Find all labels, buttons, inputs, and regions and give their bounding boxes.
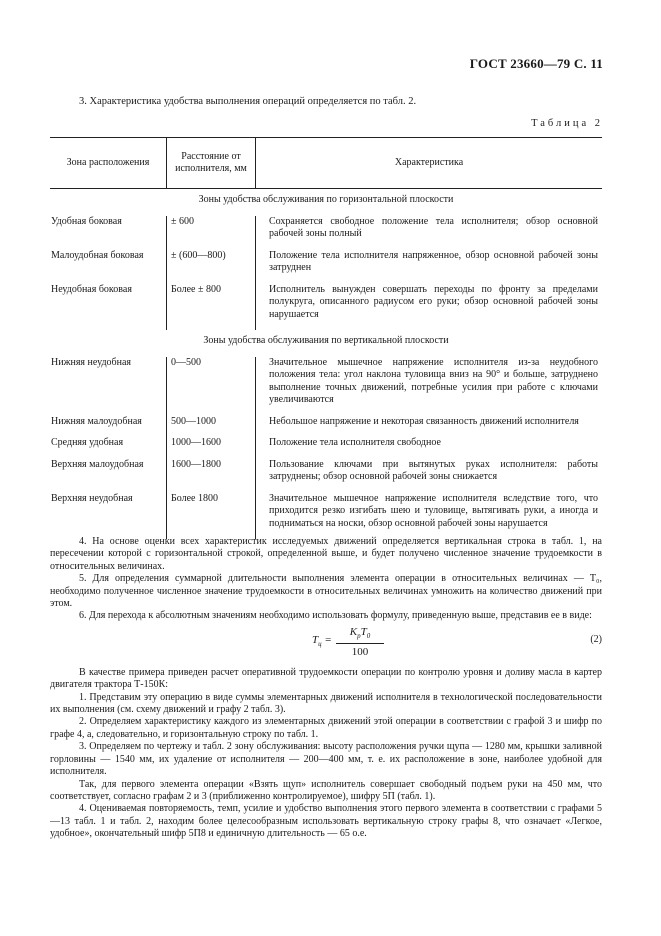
desc-cell: Положение тела исполнителя напряженное, обзор основной рабочей зоны затруднен [269,249,598,273]
example-paragraph: В качестве примера приведен расчет оперативной трудоемкости операции по контролю уровня и доливу масла в картер двигателя трактора Т-150К: [50,666,602,691]
formula-number: (2) [590,633,602,645]
step-4: 4. Оцениваемая повторяемость, темп, усилие и удобство выполнения этого первого элемента в соответствии с графами 5—13 табл. 1 и табл. 2, находим более целесообразным использовать вертикальную строку графы 8, что означает «Легкое, удобное», окончательный шифр 5П8 и единичную длительность — 65 о.е. [50,803,602,840]
table-row [50,216,602,250]
desc-cell: Значительное мышечное напряжение исполнителя из-за неудобного положения тела: угол наклона туловища вниз на 90° и больше, затруднено выполнение точных движений, потребные усилия при работе с ключами увеличиваются [269,356,598,405]
example-first-element: Так, для первого элемента операции «Взять щуп» исполнитель совершает свободный подъем руки на 450 мм, что соответствует, согласно графам 2 и 3 (приближенно контролируемое), шифру 5П (табл. 1). [50,778,602,802]
desc-cell: Небольшое напряжение и некоторая связанность движений исполнителя [269,415,579,427]
table-row [50,459,602,493]
distance-cell: Более 1800 [167,493,256,540]
paragraph-4: 4. На основе оценки всех характеристик исследуемых движений определяется вертикальная строка в табл. 1, на пересечении которой с горизонтальной строкой, определенной выше, и будет получено численное значение трудоемкости в относительных величинах. [50,536,602,572]
desc-cell: Пользование ключами при вытянутых руках исполнителя: работы затруднены; обзор основной рабочей зоны снижается [269,458,598,482]
formula-fraction [336,626,384,659]
header-characteristic: Характеристика [256,138,603,189]
distance-cell: 500—1000 [167,416,256,438]
zone-cell: Верхняя неудобная [51,492,133,504]
step-2: 2. Определяем характеристику каждого из элементарных движений этой операции в соответствии с графой 3 и шифр по графе 4, а, следовательно, и горизонтальную строку по табл. 1. [50,716,602,740]
table-row [50,416,602,438]
body-text [50,536,602,841]
section-title: Зоны удобства обслуживания по вертикальной плоскости [203,335,449,346]
distance-cell: ± 600 [167,216,256,250]
desc-cell: Положение тела исполнителя свободное [269,437,441,448]
distance-cell: 0—500 [167,357,256,416]
page-header: ГОСТ 23660—79 С. 11 [469,56,603,71]
formula-numerator: $К_рТ_0$ [336,626,384,645]
zone-cell: Неудобная боковая [51,283,132,295]
table-caption: Таблица 2 [531,118,603,129]
formula-lhs: $Т_ц$ = [312,633,332,649]
distance-cell: 1000—1600 [167,437,256,459]
section-horizontal [50,189,602,216]
step-1: 1. Представим эту операцию в виде суммы элементарных движений исполнителя в технологической последовательности их выполнения (см. схему движений и графу 2 табл. 3). [50,691,602,716]
distance-cell: 1600—1800 [167,459,256,493]
desc-cell: Сохраняется свободное положение тела исполнителя; обзор основной рабочей зоны полный [269,215,598,239]
section-vertical [50,330,602,357]
zone-cell: Верхняя малоудобная [51,458,144,470]
paragraph-6: 6. Для перехода к абсолютным значениям необходимо использовать формулу, приведенную выше, представив ее в виде: [79,610,592,622]
section-title: Зоны удобства обслуживания по горизонтальной плоскости [198,194,454,205]
zone-cell: Нижняя малоудобная [51,415,142,427]
table-2 [50,137,602,539]
zone-cell: Нижняя неудобная [51,356,132,368]
zone-cell: Средняя удобная [51,437,124,448]
desc-cell: Исполнитель вынужден совершать переходы по фронту за пределами полукруга, описанного радиусом его руки; обзор основной рабочей зоны нарушается [269,283,598,320]
header-distance: Расстояние от исполнителя, мм [167,138,256,189]
distance-cell: ± (600—800) [167,250,256,284]
intro-paragraph: 3. Характеристика удобства выполнения операций определяется по табл. 2. [79,96,417,107]
zone-cell: Удобная боковая [51,215,122,227]
table-row [50,250,602,284]
zone-cell: Малоудобная боковая [51,249,144,261]
formula-denominator: 100 [351,646,369,659]
table-row [50,493,602,540]
table-row [50,284,602,331]
table-row [50,437,602,459]
distance-cell: Более ± 800 [167,284,256,331]
paragraph-5: 5. Для определения суммарной длительности выполнения элемента операции в относительных величинах — Т₀, необходимо полученное численное значение трудоемкости в относительных величинах умножить на количество движений при этом. [50,573,602,610]
step-3: 3. Определяем по чертежу и табл. 2 зону обслуживания: высоту расположения ручки щупа — 1280 мм, крышки заливной горловины — 1540 мм, их удаление от исполнителя — 200—400 мм, т. е. их расположение в зоне, наиболее удобной для исполнителя. [50,741,602,778]
formula-2 [50,626,602,662]
table-row [50,357,602,416]
table-header-row [50,138,602,189]
desc-cell: Значительное мышечное напряжение исполнителя вследствие того, что приходится резко изгибать шею и туловище, вытягивать руки, а иногда и подниматься на носки, обзор основной рабочей зоны нарушается [269,492,598,529]
header-zone: Зона расположения [50,138,167,189]
